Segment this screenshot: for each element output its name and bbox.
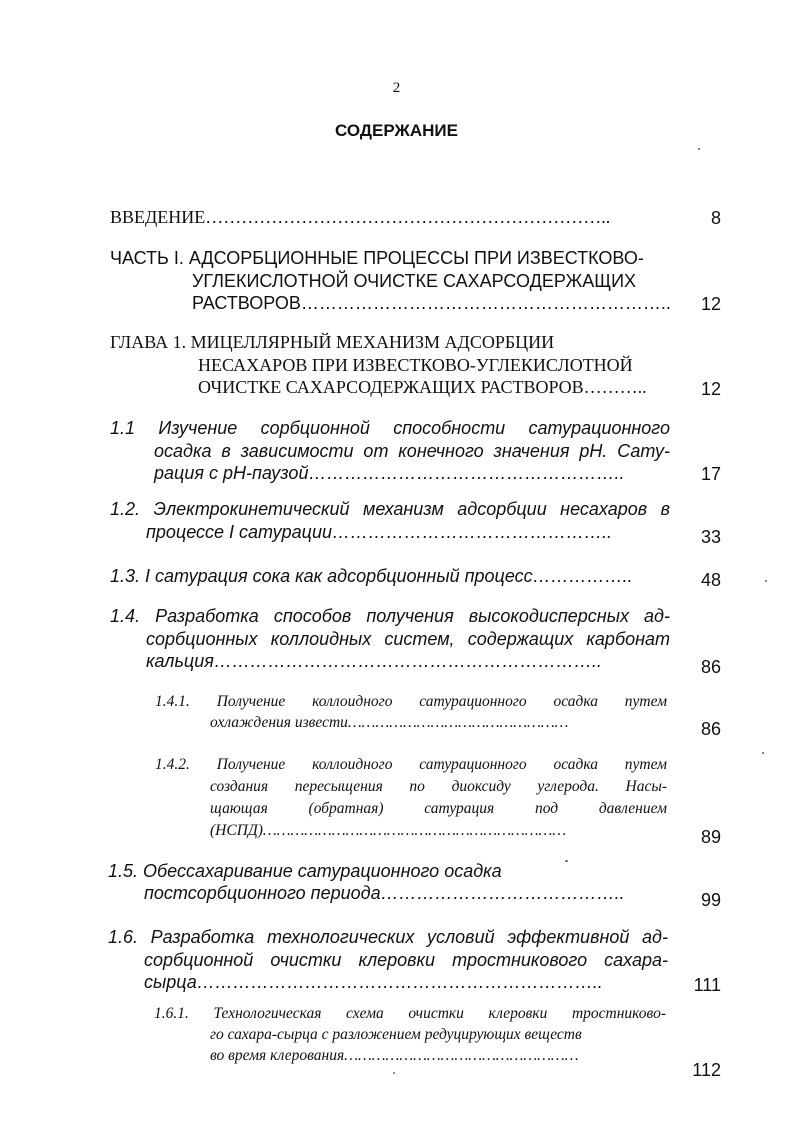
scan-speck bbox=[698, 148, 700, 150]
toc-entry-1-1-line2: осадка в зависимости от конечного значения pH. Сату- bbox=[154, 441, 670, 461]
toc-entry-1-1-line3: рация с pH-паузой…………………………………………….. bbox=[154, 463, 625, 483]
toc-page-number: 89 bbox=[700, 827, 721, 847]
toc-page-number: 111 bbox=[693, 975, 721, 995]
toc-page-number: 99 bbox=[700, 890, 721, 910]
toc-page-number: 8 bbox=[710, 208, 721, 228]
toc-entry-1-6-line3: сырца………………………………………………………….. bbox=[144, 972, 603, 992]
toc-entry-1-4-2-line2: создания пересыщения по диоксиду углерода. Насы- bbox=[210, 778, 667, 795]
toc-title: СОДЕРЖАНИЕ bbox=[335, 121, 458, 140]
toc-entry-chapter1-line3: ОЧИСТКЕ САХАРСОДЕРЖАЩИХ РАСТВОРОВ……….. bbox=[198, 377, 647, 397]
toc-page-number: 86 bbox=[700, 719, 721, 739]
toc-entry-part1-line3: РАСТВОРОВ…………………………………………………….. bbox=[192, 293, 671, 313]
toc-entry-chapter1-line2: НЕСАХАРОВ ПРИ ИЗВЕСТКОВО-УГЛЕКИСЛОТНОЙ bbox=[198, 355, 633, 375]
toc-page-number: 33 bbox=[700, 527, 721, 547]
toc-entry-1-6-1-line1: 1.6.1. Технологическая схема очистки клеровки тростниково- bbox=[154, 1005, 666, 1022]
toc-entry-1-6-1-line2: го сахара-сырца с разложением редуцирующих веществ bbox=[210, 1026, 582, 1043]
toc-entry-introduction: ВВЕДЕНИЕ………………………………………………………….. bbox=[110, 207, 611, 227]
toc-entry-part1-line2: УГЛЕКИСЛОТНОЙ ОЧИСТКЕ САХАРСОДЕРЖАЩИХ bbox=[192, 271, 637, 291]
toc-page-number: 112 bbox=[692, 1060, 721, 1080]
toc-entry-1-6-1-line3: во время клерования…………………………………………… bbox=[210, 1047, 579, 1064]
toc-entry-1-4-2-line4: (НСПД)………………………………………………………… bbox=[210, 822, 567, 839]
toc-entry-1-4-line2: сорбционных коллоидных систем, содержащих карбонат bbox=[146, 629, 670, 649]
toc-page-number: 12 bbox=[700, 294, 721, 314]
scan-speck bbox=[565, 860, 568, 862]
toc-entry-1-1-line1: 1.1 Изучение сорбционной способности сатурационного bbox=[110, 418, 670, 438]
toc-entry-1-4-line1: 1.4. Разработка способов получения высокодисперсных ад- bbox=[110, 606, 670, 626]
toc-page-number: 17 bbox=[700, 464, 721, 484]
toc-entry-1-2-line1: 1.2. Электрокинетический механизм адсорбции несахаров в bbox=[110, 499, 670, 519]
toc-entry-1-5-line1: 1.5. Обессахаривание сатурационного осадка bbox=[108, 861, 502, 881]
toc-entry-1-4-1-line1: 1.4.1. Получение коллоидного сатурационного осадка путем bbox=[155, 693, 667, 710]
toc-entry-1-3: 1.3. I сатурация сока как адсорбционный процесс…………….. bbox=[110, 566, 633, 586]
toc-page-number: 12 bbox=[700, 379, 721, 399]
scan-speck bbox=[765, 580, 767, 582]
toc-entry-part1-line1: ЧАСТЬ I. АДСОРБЦИОННЫЕ ПРОЦЕССЫ ПРИ ИЗВЕСТКОВО- bbox=[110, 248, 644, 268]
page-number: 2 bbox=[392, 80, 401, 96]
toc-page-number: 48 bbox=[700, 570, 721, 590]
scan-speck bbox=[393, 1072, 395, 1074]
toc-entry-1-6-line2: сорбционной очистки клеровки тростникового сахара- bbox=[144, 950, 668, 970]
toc-entry-1-4-line3: кальция……………………………………………………….. bbox=[146, 651, 602, 671]
toc-entry-1-4-2-line1: 1.4.2. Получение коллоидного сатурационного осадка путем bbox=[155, 756, 667, 773]
toc-entry-1-6-line1: 1.6. Разработка технологических условий эффективной ад- bbox=[108, 927, 668, 947]
toc-entry-1-2-line2: процессе I сатурации……………………………………….. bbox=[146, 522, 612, 542]
toc-entry-1-4-1-line2: охлаждения извести………………………………………… bbox=[210, 714, 569, 731]
toc-page-number: 86 bbox=[700, 657, 721, 677]
toc-entry-chapter1-line1: ГЛАВА 1. МИЦЕЛЛЯРНЫЙ МЕХАНИЗМ АДСОРБЦИИ bbox=[110, 332, 555, 352]
toc-entry-1-5-line2: постсорбционного периода………………………………….. bbox=[144, 883, 625, 903]
toc-entry-1-4-2-line3: щающая (обратная) сатурация под давлением bbox=[210, 800, 667, 817]
scan-speck bbox=[762, 752, 764, 754]
